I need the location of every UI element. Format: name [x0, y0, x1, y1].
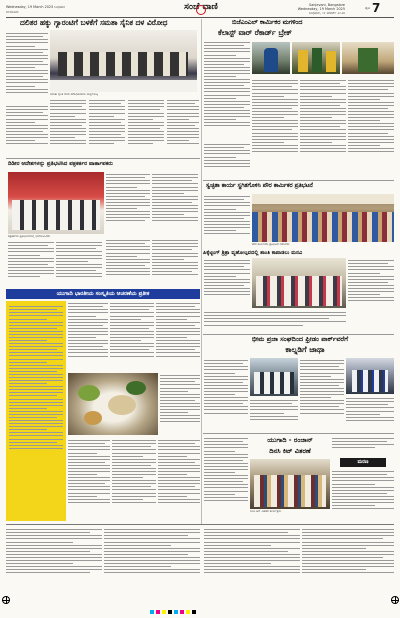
caption-press-meet: ಸಮತಾ ಸೈನಿಕ ದಳದ ಪದಾಧಿಕಾರಿಗಳು ಸುದ್ದಿಗೋಷ್ಠಿ: [50, 93, 99, 96]
headline-pourakarmika: ಸ್ವಚ್ಛತಾ ಕಾರ್ಯ ಸ್ಥಗಿತಗೊಳಿಸಿ ಪೌರ ಕಾರ್ಮಿಕರ ಪ್ರತಿಭಟನೆ: [206, 183, 313, 189]
photo-athlete-1: [252, 42, 290, 74]
page-number: 7: [372, 1, 381, 15]
headline-bgml-2: ಕೆಲಾಸ್ಟ್ ವಾರ್ ರೆಕಾರ್ಡ್ ಬ್ರೇಕ್: [218, 28, 292, 37]
article-text-yugadi-col1: [68, 301, 108, 371]
headline-bhima-1: ಭೀಮ ಪ್ರಜಾ ಸಂಘದಿಂದ ಫ್ರೀಡಂ ಪಾರ್ಕ್‌ವರೆಗೆ: [251, 335, 349, 343]
article-text-col4: [128, 98, 164, 156]
column-divider: [201, 19, 202, 524]
article-text-picket-col1: [204, 258, 250, 308]
color-bar: [150, 599, 250, 604]
rule-bottom: [6, 524, 394, 525]
headline-picketing: ಪಿಕ್ಕೆಟ್ಟಿಂಗ್ ಶ್ರಿತ್ರಾ ವ್ಯಹೋಲ್ಪವದಲ್ಲಿ ಶಾಂತಿ ಕಾಪಾಡಲು ಮನವಿ: [203, 250, 303, 256]
photo-bhima-2: [346, 358, 394, 394]
masthead-logo-icon: [196, 5, 206, 15]
article-text-bgml-col4: [348, 78, 394, 178]
article-text-ramzan-col1: [204, 436, 248, 522]
article-text-col3: [89, 98, 125, 156]
article-text-yugadi-col6: [112, 438, 156, 522]
article-text-bgml-col1: [204, 40, 250, 140]
article-text-journalists-col4: [56, 240, 102, 288]
masthead-city-right: Sanjevani, Bangalore: [309, 3, 345, 7]
photo-ramzan-kit: [250, 459, 330, 509]
article-text-yugadi-col7: [158, 438, 200, 522]
headline-samata: ದಲಿತರ ಹಕ್ಕು ಗ್ಯಾರಂಟಿಗೆ ಬಳಕೆಗೆ ಸಮತಾ ಸೈನಿಕ ದಳ ವಿರೋಧ: [20, 18, 168, 27]
masthead-date-kannada: ಬುಧವಾರ, ೧೯ ಮಾರ್ಚ್ ೨೦೨೫: [308, 11, 345, 15]
article-text-journalists-col2: [152, 172, 198, 234]
caption-journalists: ಪತ್ರಕರ್ತರು ಪ್ರತಿಭಟನೆಯಲ್ಲಿ ಭಾಗವಹಿಸಿದರು: [8, 235, 51, 238]
photo-yugadi-food: [68, 373, 158, 435]
article-text-journalists-col3: [8, 240, 54, 288]
article-text-col1b: [6, 104, 48, 156]
photo-journalists: [8, 172, 104, 234]
photo-pourakarmika: [252, 194, 394, 242]
article-text-col5: [167, 98, 199, 156]
yellow-sidebar-box: [6, 301, 66, 521]
rule-ramzan: [203, 433, 394, 434]
yellow-box-text: [9, 304, 63, 518]
article-text-yugadi-col2: [110, 301, 154, 371]
article-text-bhima-col3: [250, 398, 298, 432]
headline-ramzan-1: ಯುಗಾದಿ - ರಂಜಾನ್: [267, 436, 313, 444]
article-text-picket-col3: [204, 310, 346, 332]
article-text-bottom-col4: [302, 527, 394, 587]
article-text-journalists-col6: [152, 238, 198, 288]
headline-ramzan-2: ದಿನಸಿ ಕಿಟ್ ವಿತರಣೆ: [269, 447, 311, 455]
caption-ramzan: ದಿನಸಿ ಕಿಟ್ ವಿತರಣೆ ಕಾರ್ಯಕ್ರಮ: [250, 510, 282, 513]
article-text-pk-col1: [204, 194, 250, 248]
photo-press-meet: [50, 30, 197, 92]
masthead-title: ಸಂಜೆ ವಾಣಿ: [184, 2, 218, 12]
article-text-bhima-col4: [346, 396, 394, 432]
article-text-bgml-col3: [300, 78, 346, 178]
article-text-bhima-col2: [300, 358, 344, 432]
article-text-bottom-col1: [6, 527, 102, 587]
article-text-bottom-col3: [204, 527, 300, 587]
page-label: ಪುಟ: [365, 6, 370, 10]
registration-mark-icon: [391, 596, 399, 604]
article-text-picket-col2: [348, 258, 394, 318]
masthead-date-left: Wednesday, 19 March 2025 ಬುಧವಾರ: [6, 5, 66, 9]
masthead-date-right: Wednesday, 19 March 2025: [297, 7, 345, 11]
article-text-ramzan-col2: [332, 436, 394, 456]
article-text-col2: [50, 98, 86, 156]
article-text-obituary: [332, 469, 394, 523]
registration-mark-icon: [2, 596, 10, 604]
obituary-label: ಮರಣ: [340, 458, 386, 467]
photo-athlete-3: [342, 42, 394, 74]
article-text-journalists-col5: [106, 238, 150, 288]
headline-bhima-2: ಕಾಲ್ನಡಿಗೆ ಜಾಥಾ: [285, 345, 325, 354]
rule-mid-left: [6, 158, 200, 159]
article-text-yugadi-col3: [156, 301, 200, 371]
headline-journalists: ದಿಡೀರ ಆದೇಶಗಳನ್ನು ಪ್ರತಿಭಟಿಸಿದ ಪತ್ರಕರ್ತರ ವಾರ್ತಾಪಕರು: [8, 161, 113, 167]
article-text-bgml-col1b: [204, 142, 250, 178]
photo-bhima-1: [250, 358, 298, 396]
article-text-journalists-col1: [106, 172, 150, 234]
article-text-col1: [6, 31, 48, 101]
article-text-yugadi-col5: [68, 438, 110, 522]
masthead-city-left: ಬೆಂಗಳೂರು: [6, 10, 19, 14]
article-text-bottom-col2: [104, 527, 200, 587]
caption-pourakarmika: ಪೌರ ಕಾರ್ಮಿಕರು ಪ್ರತಿಭಟನೆ ನಡೆಸಿದರು: [252, 243, 290, 246]
headline-bgml-1: ಬಿಜೆಎಂಎಲ್ ಕಾರ್ಮಿಕರ ಮಗಳಿಂದ: [232, 19, 303, 26]
photo-athlete-2: [292, 42, 340, 74]
article-text-bhima-col1: [204, 358, 248, 432]
article-text-yugadi-col4: [160, 373, 200, 435]
photo-picketing: [252, 258, 346, 308]
article-text-bgml-col2: [252, 78, 298, 178]
banner-yugadi: ಯುಗಾದಿ ಭಾರತೀಯ ಸಂಸ್ಕೃತಿಯ ಆಚರಣೆಯ ಪ್ರತೀಕ: [6, 289, 200, 299]
rule-mid-right: [203, 180, 394, 181]
